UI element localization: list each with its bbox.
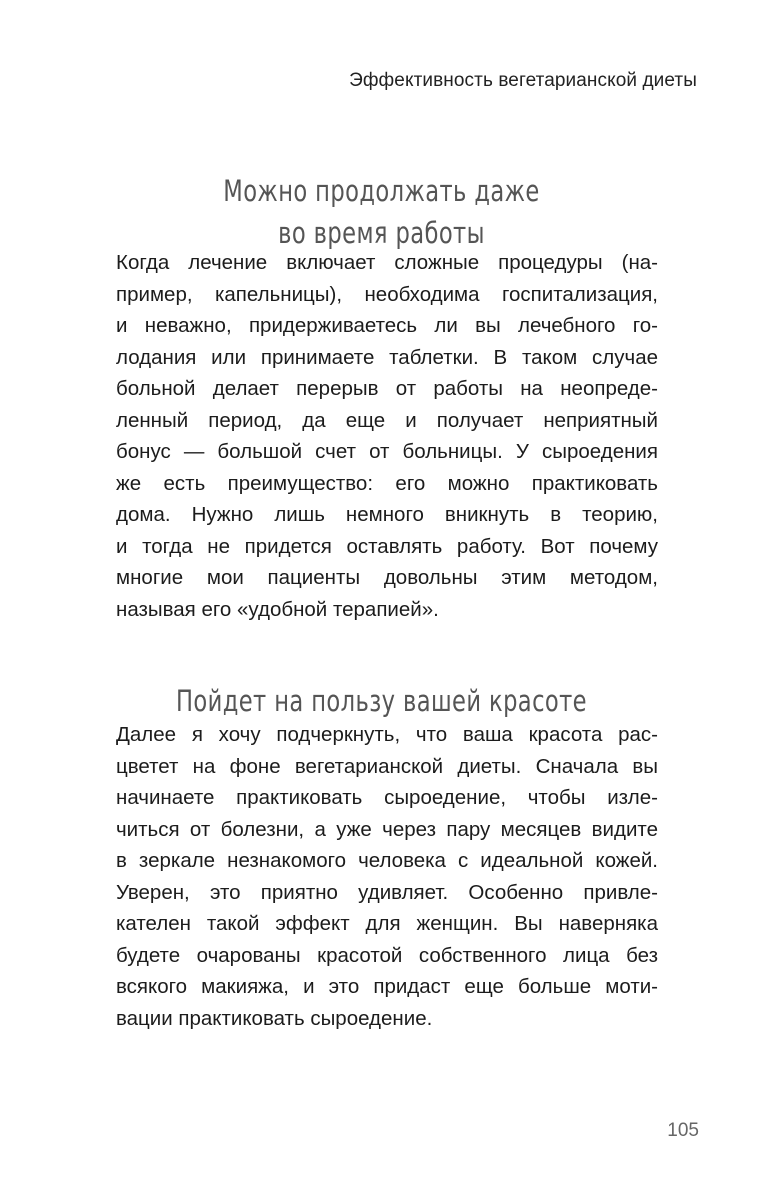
page-number: 105 [667, 1120, 699, 1141]
text-line: же есть преимущество: его можно практиковать [116, 471, 658, 495]
running-header: Эффективность вегетарианской диеты [349, 70, 697, 91]
section-heading-work [84, 170, 679, 254]
text-line: начинаете практиковать сыроедение, чтобы изле- [116, 786, 658, 809]
text-line: и неважно, придерживаетесь ли вы лечебного го- [116, 314, 658, 337]
text-line: лодания или принимаете таблетки. В таком случае [116, 345, 658, 369]
section-body-beauty [116, 719, 658, 1034]
text-line: и тогда не придется оставлять работу. Вот почему [116, 534, 658, 558]
text-line: Когда лечение включает сложные процедуры (на- [116, 251, 658, 274]
heading-line: Пойдет на пользу вашей красоте [176, 684, 587, 719]
text-line: вации практиковать сыроедение. [116, 1006, 433, 1030]
text-line: кателен такой эффект для женщин. Вы наверняка [116, 912, 658, 935]
text-line: всякого макияжа, и это придаст еще больше моти- [116, 975, 658, 998]
text-line: дома. Нужно лишь немного вникнуть в теорию, [116, 503, 658, 526]
heading-line: во время работы [278, 216, 485, 251]
text-line: Уверен, это приятно удивляет. Особенно привле- [116, 880, 658, 904]
text-line: бонус — большой счет от больницы. У сыроедения [116, 440, 658, 463]
text-line: в зеркале незнакомого человека с идеальной кожей. [116, 849, 658, 872]
text-line: Далее я хочу подчеркнуть, что ваша красота рас- [116, 723, 658, 746]
text-line: пример, капельницы), необходима госпитализация, [116, 282, 658, 306]
text-line: многие мои пациенты довольны этим методом, [116, 566, 658, 589]
text-line: больной делает перерыв от работы на неопреде- [116, 377, 658, 400]
text-line: цветет на фоне вегетарианской диеты. Сначала вы [116, 754, 658, 778]
text-line: ленный период, да еще и получает неприятный [116, 408, 658, 432]
section-heading-beauty [84, 680, 679, 722]
section-body-work [116, 247, 658, 625]
text-line: называя его «удобной терапией». [116, 597, 439, 621]
heading-line: Можно продолжать даже [223, 174, 540, 209]
text-line: читься от болезни, а уже через пару месяцев видите [116, 817, 658, 841]
text-line: будете очарованы красотой собственного лица без [116, 943, 658, 967]
